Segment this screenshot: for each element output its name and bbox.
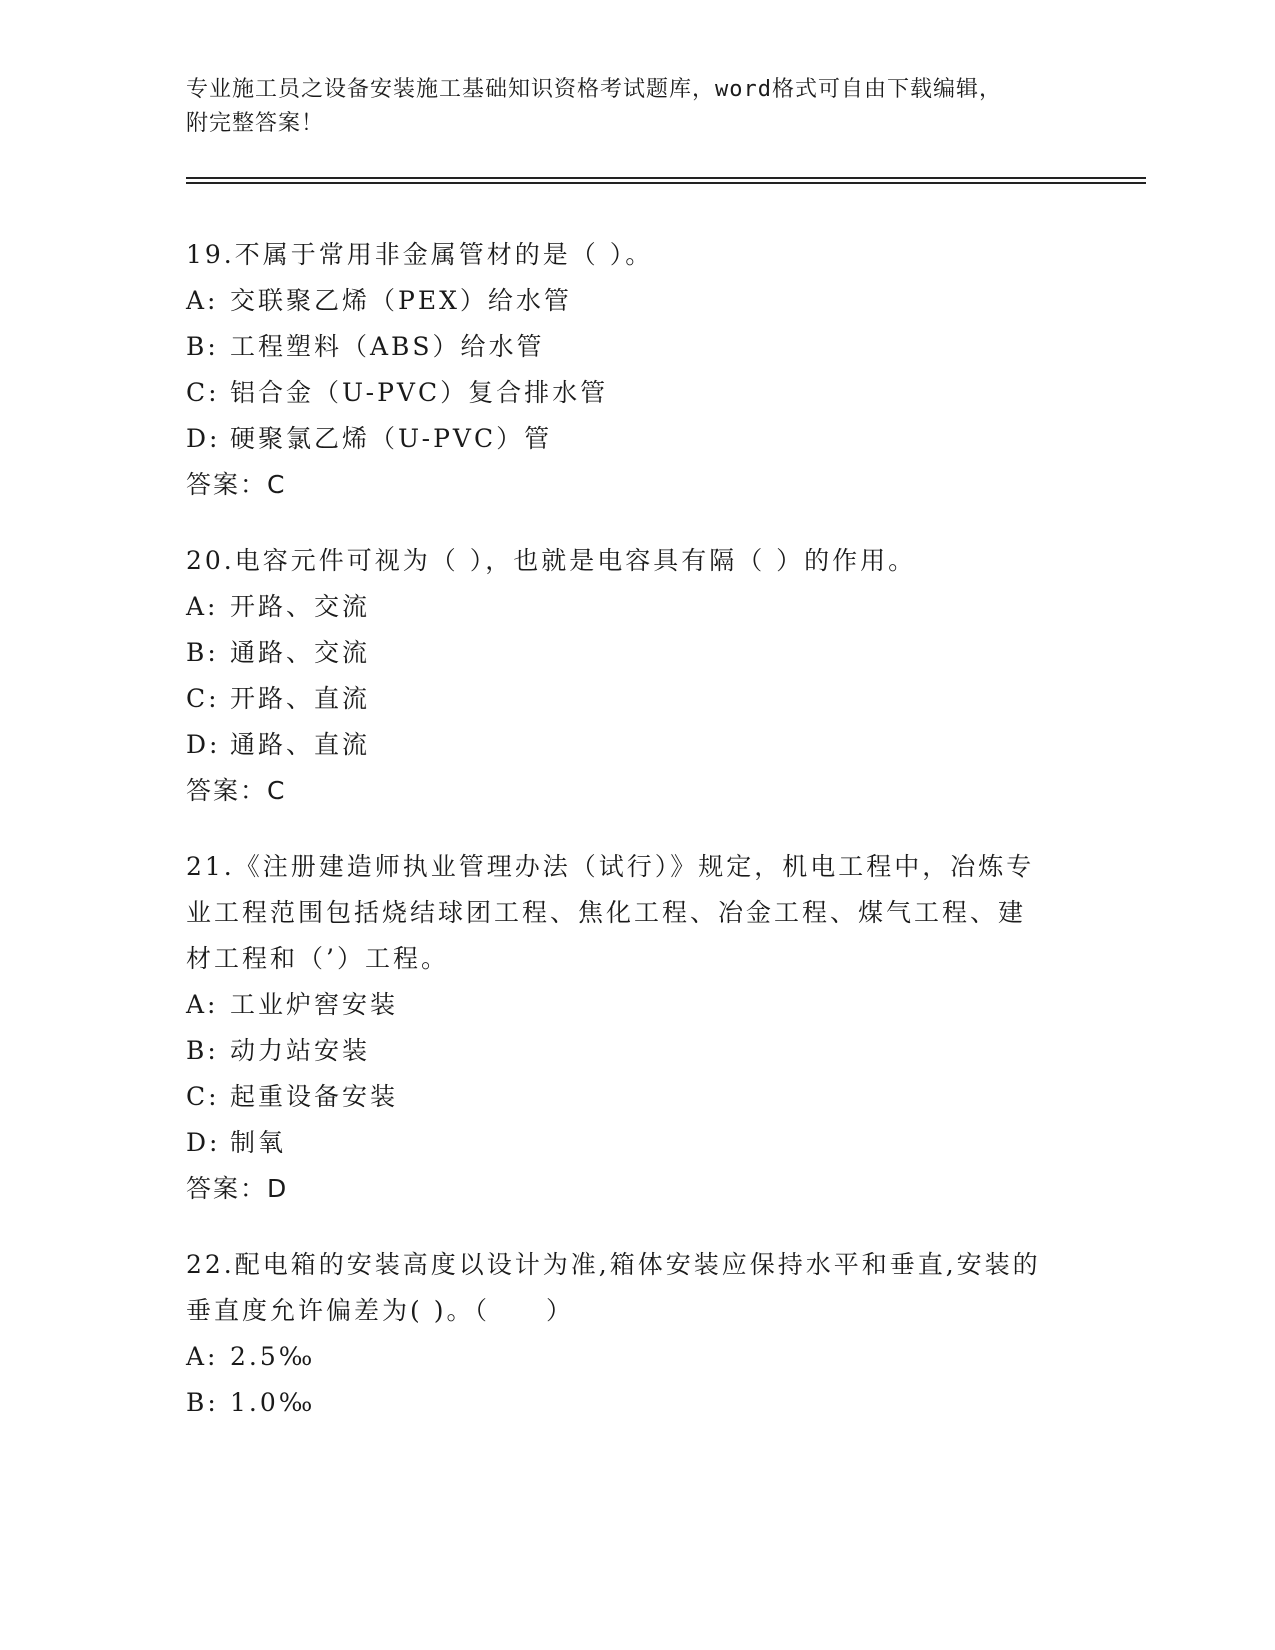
option-b xyxy=(186,1028,1086,1074)
option-c xyxy=(186,370,1086,416)
document-header xyxy=(186,73,1086,141)
question-stem-line: 19.不属于常用非金属管材的是（ ）。 xyxy=(186,240,654,269)
option-letter: C: xyxy=(186,1082,220,1111)
option-c xyxy=(186,1074,1086,1120)
option-text: 开路、交流 xyxy=(230,592,371,621)
option-text: 2.5‰ xyxy=(230,1342,316,1371)
answer-label: 答案：D xyxy=(186,1174,289,1203)
option-letter: A: xyxy=(186,286,219,315)
option-a xyxy=(186,982,1086,1028)
header-line-1: 专业施工员之设备安装施工基础知识资格考试题库，word格式可自由下载编辑， xyxy=(186,77,1002,102)
option-letter: B: xyxy=(186,1388,219,1417)
option-text: 起重设备安装 xyxy=(230,1082,399,1111)
question-21 xyxy=(186,844,1086,1212)
option-a xyxy=(186,1334,1086,1380)
question-stem-line: 垂直度允许偏差为( )。（ ） xyxy=(186,1296,574,1325)
answer-label: 答案：C xyxy=(186,776,287,805)
question-stem-line: 22.配电箱的安装高度以设计为准,箱体安装应保持水平和垂直,安装的 xyxy=(186,1250,1041,1279)
question-list xyxy=(186,232,1086,1456)
option-letter: B: xyxy=(186,638,219,667)
header-rule-bottom xyxy=(186,182,1146,184)
option-text: 工业炉窖安装 xyxy=(230,990,399,1019)
option-text: 制氧 xyxy=(230,1128,287,1157)
option-b xyxy=(186,630,1086,676)
question-20 xyxy=(186,538,1086,814)
question-19 xyxy=(186,232,1086,508)
option-letter: B: xyxy=(186,332,219,361)
option-text: 工程塑料（ABS）给水管 xyxy=(230,332,545,361)
option-text: 开路、直流 xyxy=(230,684,371,713)
option-d xyxy=(186,416,1086,462)
option-text: 动力站安装 xyxy=(230,1036,371,1065)
option-a xyxy=(186,278,1086,324)
option-letter: D: xyxy=(186,424,221,453)
option-letter: C: xyxy=(186,378,220,407)
question-stem-line: 21.《注册建造师执业管理办法（试行）》规定，机电工程中，冶炼专 xyxy=(186,852,1035,881)
option-letter: A: xyxy=(186,1342,219,1371)
option-letter: D: xyxy=(186,1128,221,1157)
option-c xyxy=(186,676,1086,722)
option-letter: D: xyxy=(186,730,221,759)
option-letter: C: xyxy=(186,684,220,713)
question-22 xyxy=(186,1242,1086,1426)
option-text: 通路、交流 xyxy=(230,638,371,667)
option-a xyxy=(186,584,1086,630)
option-letter: A: xyxy=(186,990,219,1019)
option-b xyxy=(186,324,1086,370)
option-text: 铝合金（U-PVC）复合排水管 xyxy=(230,378,609,407)
option-letter: B: xyxy=(186,1036,219,1065)
header-rule-top xyxy=(186,177,1146,179)
option-d xyxy=(186,722,1086,768)
option-text: 交联聚乙烯（PEX）给水管 xyxy=(230,286,572,315)
option-text: 通路、直流 xyxy=(230,730,371,759)
option-text: 硬聚氯乙烯（U-PVC）管 xyxy=(230,424,553,453)
question-stem-line: 业工程范围包括烧结球团工程、焦化工程、冶金工程、煤气工程、建 xyxy=(186,898,1027,927)
option-d xyxy=(186,1120,1086,1166)
answer-label: 答案：C xyxy=(186,470,287,499)
option-letter: A: xyxy=(186,592,219,621)
question-stem-line: 20.电容元件可视为（ ），也就是电容具有隔（ ）的作用。 xyxy=(186,546,917,575)
option-b xyxy=(186,1380,1086,1426)
question-stem-line: 材工程和（’）工程。 xyxy=(186,944,449,973)
header-line-2: 附完整答案！ xyxy=(186,111,325,136)
option-text: 1.0‰ xyxy=(230,1388,316,1417)
